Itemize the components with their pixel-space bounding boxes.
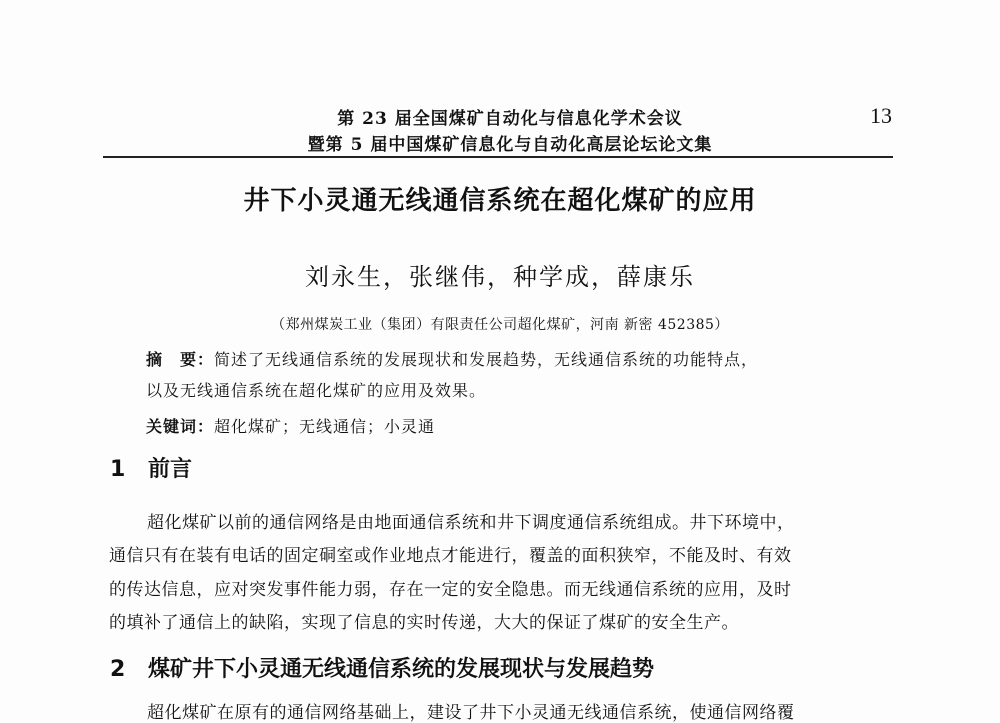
section-1-line-4: 的填补了通信上的缺陷，实现了信息的实时传递，大大的保证了煤矿的安全生产。 (109, 613, 739, 633)
section-1-line-2: 通信只有在装有电话的固定硐室或作业地点才能进行，覆盖的面积狭窄，不能及时、有效 (109, 546, 792, 566)
paper-affiliation: （郑州煤炭工业（集团）有限责任公司超化煤矿，河南 新密 452385） (271, 317, 729, 333)
conference-header-line-2: 暨第 5 届中国煤矿信息化与自动化高层论坛论文集 (307, 135, 713, 155)
paper-authors: 刘永生，张继伟，种学成，薛康乐 (305, 263, 695, 291)
section-number-1: 1 (110, 457, 126, 482)
abstract-line-2: 以及无线通信系统在超化煤矿的应用及效果。 (146, 381, 487, 400)
abstract-line-1 (146, 347, 758, 370)
keywords-label: 关键词： (146, 417, 215, 436)
section-2-line-1: 超化煤矿在原有的通信网络基础上，建设了井下小灵通无线通信系统，使通信网络覆 (147, 703, 795, 723)
paper-title: 井下小灵通无线通信系统在超化煤矿的应用 (243, 186, 757, 216)
keywords-line (146, 414, 435, 437)
section-1-line-1: 超化煤矿以前的通信网络是由地面通信系统和井下调度通信系统组成。井下环境中， (147, 513, 795, 533)
header-rule (103, 156, 893, 158)
abstract-text-1: 简述了无线通信系统的发展现状和发展趋势，无线通信系统的功能特点， (214, 350, 759, 369)
section-number-2: 2 (110, 657, 126, 682)
section-title-1: 前言 (148, 457, 193, 482)
abstract-label: 摘 要： (146, 350, 215, 369)
section-heading-2 (110, 652, 654, 683)
section-title-2: 煤矿井下小灵通无线通信系统的发展现状与发展趋势 (148, 657, 655, 682)
section-heading-1 (110, 452, 192, 483)
page-number: 13 (870, 103, 892, 128)
section-1-line-3: 的传达信息，应对突发事件能力弱，存在一定的安全隐患。而无线通信系统的应用，及时 (109, 580, 792, 600)
conference-header-line-1: 第 23 届全国煤矿自动化与信息化学术会议 (337, 109, 683, 129)
keywords-text: 超化煤矿；无线通信；小灵通 (214, 417, 436, 436)
